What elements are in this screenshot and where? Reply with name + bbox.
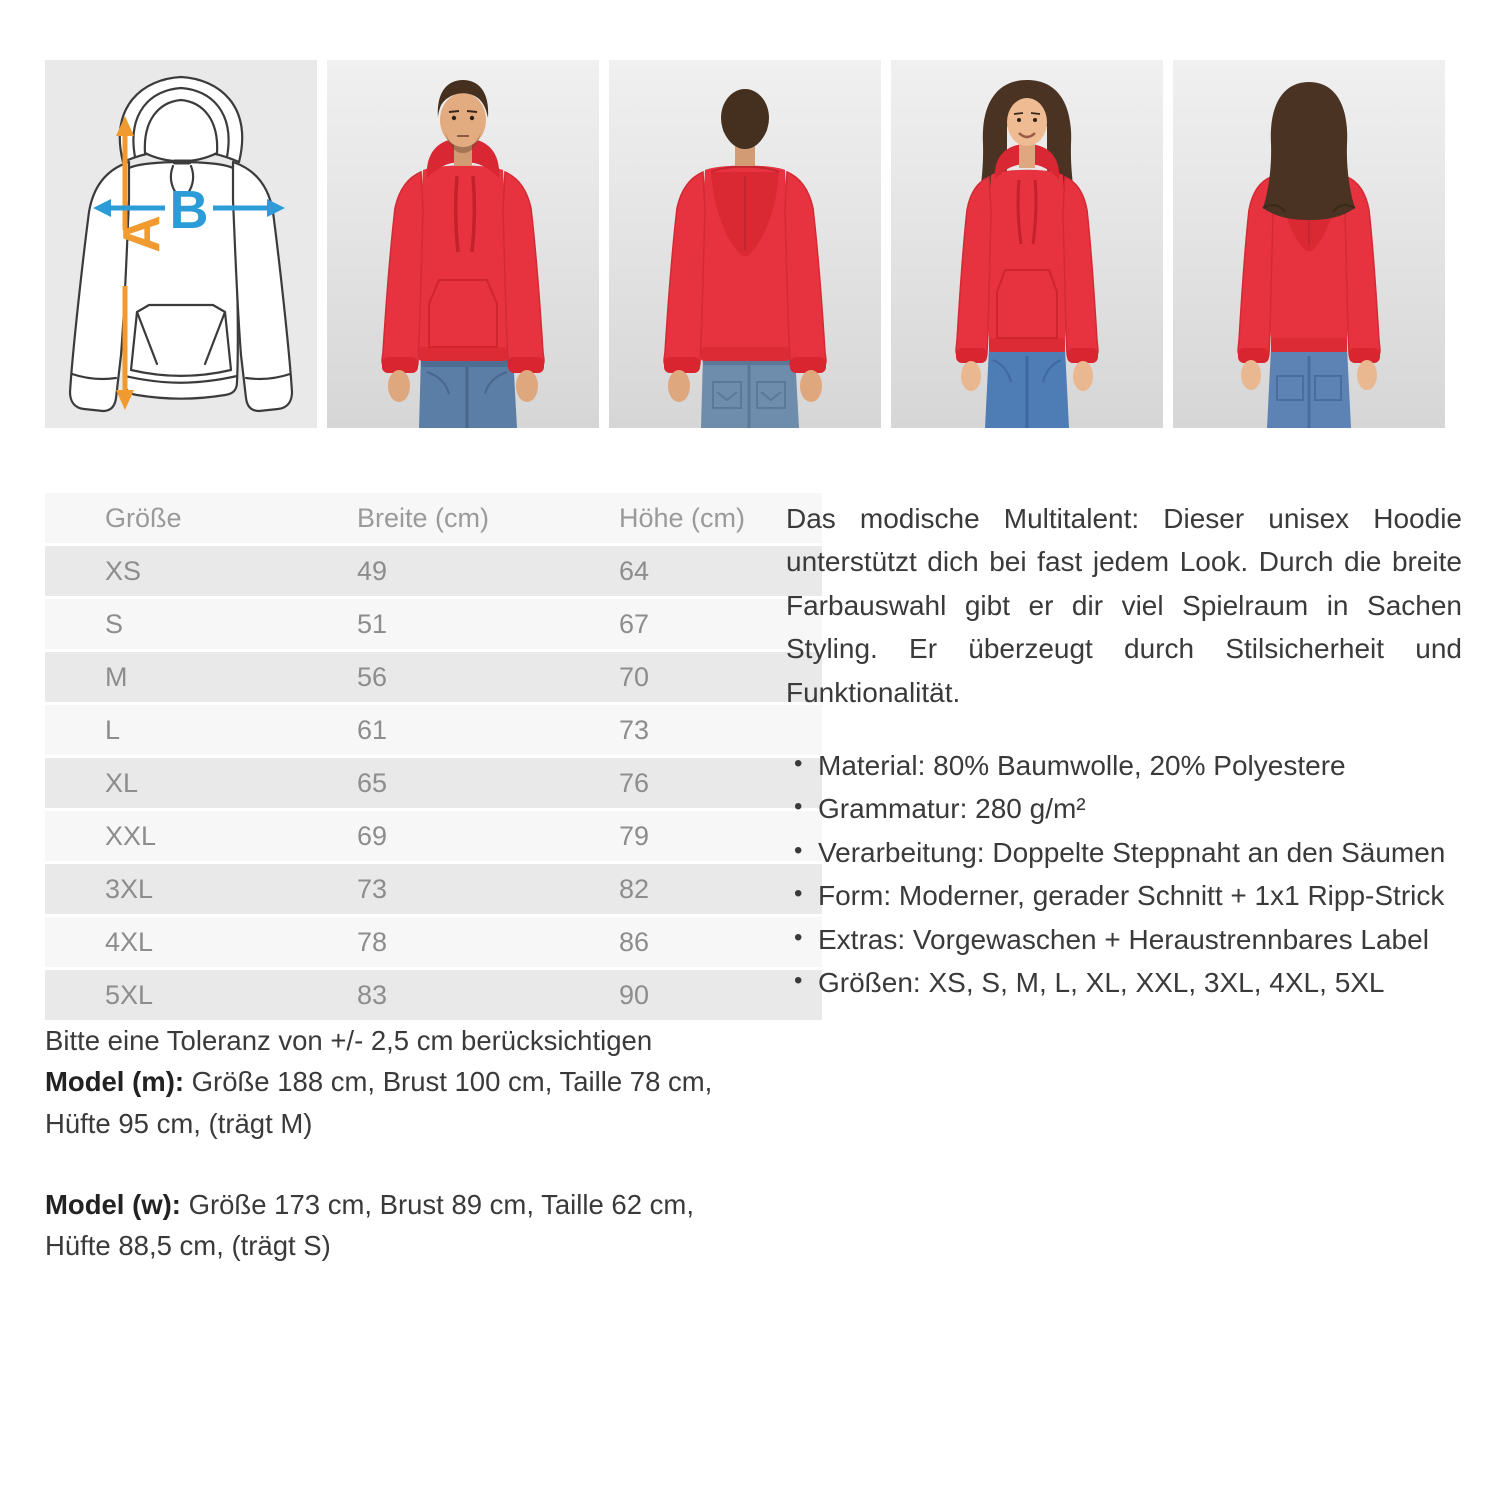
feature-material: • Material: 80% Baumwolle, 20% Polyestere bbox=[786, 744, 1462, 787]
size-table-header-row bbox=[45, 493, 822, 543]
feature-extras: • Extras: Vorgewaschen + Heraustrennbares Label bbox=[786, 918, 1462, 961]
female-model-front-photo bbox=[891, 60, 1163, 428]
size-table bbox=[45, 490, 822, 1023]
size-cell: XXL bbox=[45, 811, 356, 861]
model-m-note bbox=[45, 1061, 761, 1144]
hand bbox=[516, 370, 538, 402]
table-row bbox=[45, 705, 822, 755]
measure-label-b: B bbox=[169, 180, 209, 240]
hand bbox=[1357, 360, 1377, 390]
size-cell: L bbox=[45, 705, 356, 755]
column-header-hoehe: Höhe (cm) bbox=[618, 493, 822, 543]
table-row bbox=[45, 917, 822, 967]
column-header-groesse: Größe bbox=[45, 493, 356, 543]
column-header-breite: Breite (cm) bbox=[356, 493, 618, 543]
table-row bbox=[45, 599, 822, 649]
photo-female-front bbox=[891, 60, 1163, 428]
measurement-notes bbox=[45, 1020, 761, 1266]
product-image-gallery bbox=[45, 60, 1445, 428]
height-cell: 67 bbox=[618, 599, 822, 649]
height-cell: 76 bbox=[618, 758, 822, 808]
hand bbox=[1073, 361, 1093, 391]
height-cell: 86 bbox=[618, 917, 822, 967]
photo-female-back bbox=[1173, 60, 1445, 428]
table-row bbox=[45, 546, 822, 596]
width-cell: 51 bbox=[356, 599, 618, 649]
size-cell: 3XL bbox=[45, 864, 356, 914]
size-diagram-image bbox=[45, 60, 317, 428]
feature-list bbox=[786, 744, 1462, 1004]
width-cell: 73 bbox=[356, 864, 618, 914]
width-cell: 78 bbox=[356, 917, 618, 967]
jeans bbox=[701, 355, 799, 428]
model-m-text: Größe 188 cm, Brust 100 cm, Taille 78 cm, Hüfte 95 cm, (trägt M) bbox=[45, 1066, 713, 1139]
width-cell: 65 bbox=[356, 758, 618, 808]
hand bbox=[800, 370, 822, 402]
kangaroo-pocket bbox=[997, 270, 1057, 338]
model-m-label: Model (m): bbox=[45, 1066, 185, 1098]
kangaroo-pocket bbox=[429, 280, 497, 347]
model-w-label: Model (w): bbox=[45, 1188, 181, 1220]
photo-male-front bbox=[327, 60, 599, 428]
hand bbox=[1241, 360, 1261, 390]
table-row bbox=[45, 970, 822, 1020]
width-cell: 56 bbox=[356, 652, 618, 702]
hand bbox=[388, 370, 410, 402]
table-row bbox=[45, 652, 822, 702]
hoodie-measurement-diagram bbox=[45, 60, 317, 428]
hand bbox=[668, 370, 690, 402]
height-cell: 90 bbox=[618, 970, 822, 1020]
feature-grammatur: • Grammatur: 280 g/m² bbox=[786, 787, 1462, 830]
height-cell: 82 bbox=[618, 864, 822, 914]
feature-form: • Form: Moderner, gerader Schnitt + 1x1 Ripp-Strick bbox=[786, 874, 1462, 917]
size-cell: M bbox=[45, 652, 356, 702]
male-model-back-photo bbox=[609, 60, 881, 428]
width-cell: 83 bbox=[356, 970, 618, 1020]
height-cell: 70 bbox=[618, 652, 822, 702]
model-w-note bbox=[45, 1184, 761, 1267]
tolerance-note: Bitte eine Toleranz von +/- 2,5 cm berücksichtigen bbox=[45, 1025, 653, 1056]
table-row bbox=[45, 864, 822, 914]
width-cell: 61 bbox=[356, 705, 618, 755]
product-description bbox=[786, 497, 1462, 1004]
width-cell: 69 bbox=[356, 811, 618, 861]
height-cell: 73 bbox=[618, 705, 822, 755]
size-cell: S bbox=[45, 599, 356, 649]
height-cell: 79 bbox=[618, 811, 822, 861]
jeans bbox=[1267, 348, 1351, 428]
description-intro: Das modische Multitalent: Dieser unisex Hoodie unterstützt dich bei fast jedem Look. Durch die breite Farbauswahl gibt er dir viel Spielraum in Sachen Styling. Er überzeugt durch Stilsicherheit und Funktionalität. bbox=[786, 503, 1462, 708]
hand bbox=[961, 361, 981, 391]
height-cell: 64 bbox=[618, 546, 822, 596]
width-cell: 49 bbox=[356, 546, 618, 596]
size-cell: 5XL bbox=[45, 970, 356, 1020]
photo-male-back bbox=[609, 60, 881, 428]
table-row bbox=[45, 811, 822, 861]
table-row bbox=[45, 758, 822, 808]
measure-label-a: A bbox=[113, 215, 171, 253]
size-cell: XS bbox=[45, 546, 356, 596]
size-cell: XL bbox=[45, 758, 356, 808]
female-model-back-photo bbox=[1173, 60, 1445, 428]
feature-groessen: • Größen: XS, S, M, L, XL, XXL, 3XL, 4XL, 5XL bbox=[786, 961, 1462, 1004]
size-cell: 4XL bbox=[45, 917, 356, 967]
jeans bbox=[419, 355, 517, 428]
feature-verarbeitung: • Verarbeitung: Doppelte Steppnaht an den Säumen bbox=[786, 831, 1462, 874]
male-model-front-photo bbox=[327, 60, 599, 428]
model-w-text: Größe 173 cm, Brust 89 cm, Taille 62 cm, Hüfte 88,5 cm, (trägt S) bbox=[45, 1188, 694, 1261]
jeans bbox=[985, 348, 1069, 428]
red-hoodie bbox=[664, 166, 826, 374]
